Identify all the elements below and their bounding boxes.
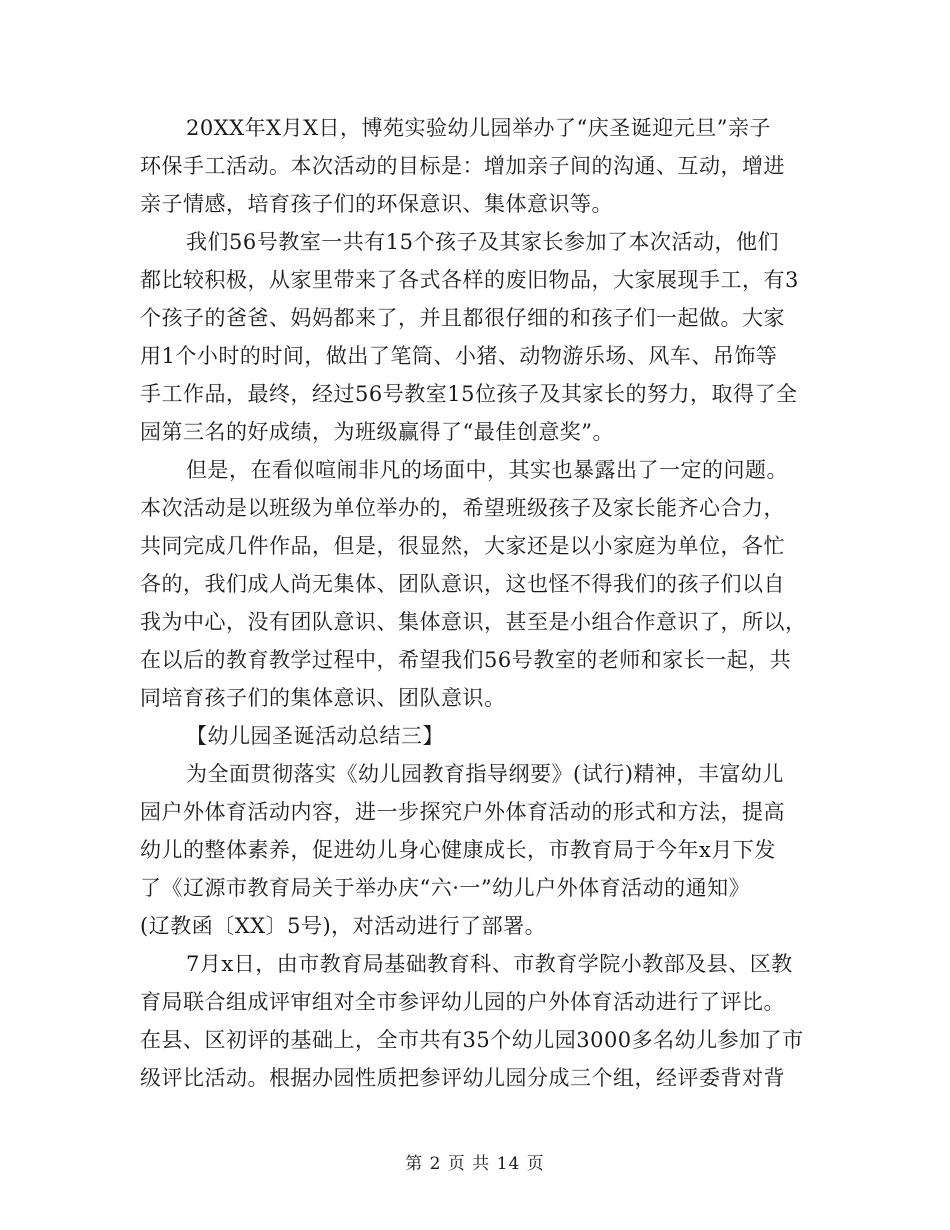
paragraph-3-line-7: 同培育孩子们的集体意识、团队意识。 [140,686,506,710]
paragraph-2-line-1: 我们56号教室一共有15个孩子及其家长参加了本次活动，他们 [186,230,779,254]
paragraph-3-line-4: 各的，我们成人尚无集体、团队意识，这也怪不得我们的孩子们以自 [140,572,785,596]
paragraph-3-line-2: 本次活动是以班级为单位举办的，希望班级孩子及家长能齐心合力， [140,496,785,520]
paragraph-1-line-3: 亲子情感，培育孩子们的环保意识、集体意识等。 [140,192,613,216]
paragraph-4-line-4: 了《辽源市教育局关于举办庆“六·一”幼儿户外体育活动的通知》 [140,876,751,900]
paragraph-3-line-6: 在以后的教育教学过程中，希望我们56号教室的老师和家长一起，共 [140,648,792,672]
paragraph-5-line-1: 7月x日，由市教育局基础教育科、市教育学院小教部及县、区教 [186,952,793,976]
paragraph-3-line-3: 共同完成几件作品，但是，很显然，大家还是以小家庭为单位，各忙 [140,534,785,558]
paragraph-5-line-3: 在县、区初评的基础上，全市共有35个幼儿园3000多名幼儿参加了市 [140,1028,804,1052]
paragraph-2-line-6: 园第三名的好成绩，为班级赢得了“最佳创意奖”。 [140,420,614,444]
paragraph-4-line-5: (辽教函〔XX〕5号)，对活动进行了部署。 [140,914,547,938]
paragraph-1-line-2: 环保手工活动。本次活动的目标是：增加亲子间的沟通、互动，增进 [140,154,785,178]
paragraph-5-line-2: 育局联合组成评审组对全市参评幼儿园的户外体育活动进行了评比。 [140,990,785,1014]
paragraph-4-line-1: 为全面贯彻落实《幼儿园教育指导纲要》(试行)精神，丰富幼儿 [186,762,784,786]
page-number-footer: 第 2 页 共 14 页 [405,1154,545,1174]
paragraph-3-line-5: 我为中心，没有团队意识、集体意识，甚至是小组合作意识了，所以， [140,610,807,634]
paragraph-2-line-4: 用1个小时的时间，做出了笔筒、小猪、动物游乐场、风车、吊饰等 [140,344,778,368]
paragraph-2-line-3: 个孩子的爸爸、妈妈都来了，并且都很仔细的和孩子们一起做。大家 [140,306,785,330]
paragraph-5-line-4: 级评比活动。根据办园性质把参评幼儿园分成三个组，经评委背对背 [140,1066,785,1090]
paragraph-4-line-2: 园户外体育活动内容，进一步探究户外体育活动的形式和方法，提高 [140,800,785,824]
section-heading: 【幼儿园圣诞活动总结三】 [186,724,444,748]
paragraph-2-line-5: 手工作品，最终，经过56号教室15位孩子及其家长的努力，取得了全 [140,382,798,406]
paragraph-2-line-2: 都比较积极，从家里带来了各式各样的废旧物品，大家展现手工，有3 [140,268,799,292]
paragraph-1-line-1: 20XX年X月X日，博苑实验幼儿园举办了“庆圣诞迎元旦”亲子 [186,116,771,140]
paragraph-4-line-3: 幼儿的整体素养，促进幼儿身心健康成长，市教育局于今年x月下发 [140,838,776,862]
paragraph-3-line-1: 但是，在看似喧闹非凡的场面中，其实也暴露出了一定的问题。 [186,458,788,482]
